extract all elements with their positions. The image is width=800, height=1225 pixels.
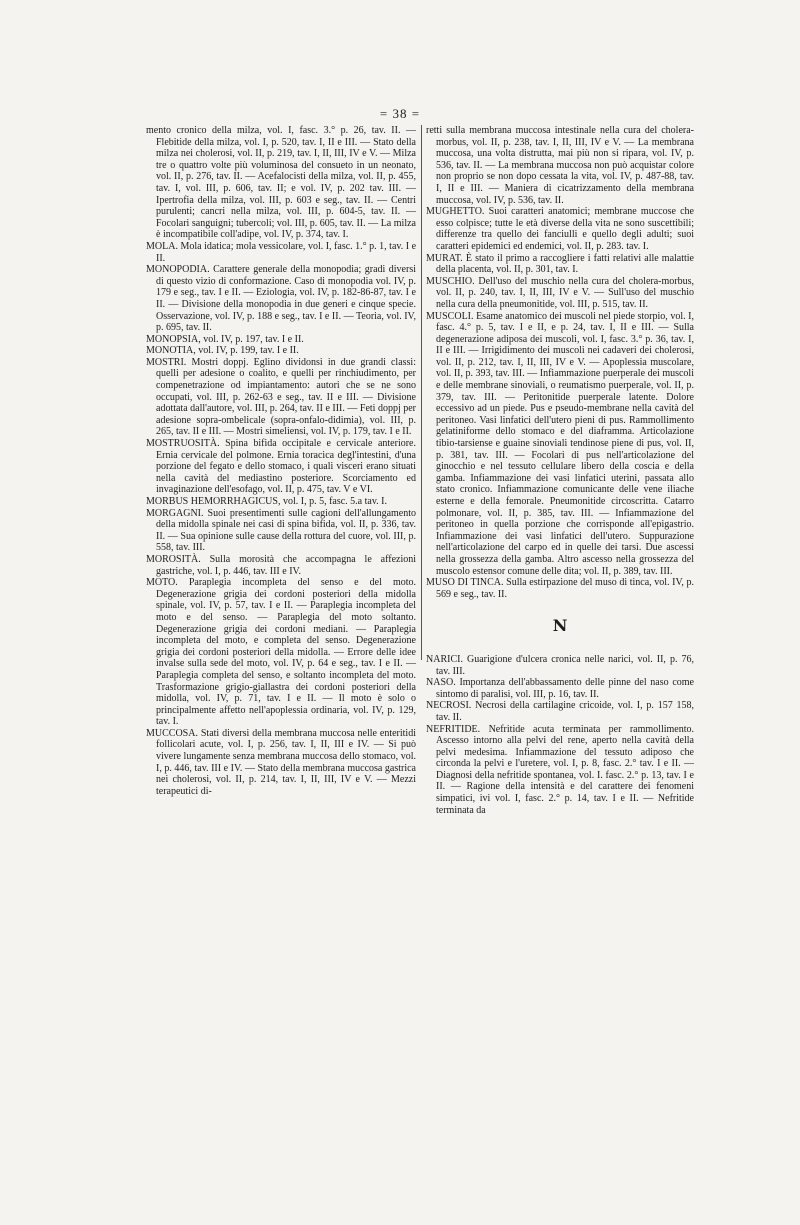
entry-text: Esame anatomico dei muscoli nel piede storpio, vol. I, fasc. 4.° p. 5, tav. I e II, e p. 24, tav. I, II e III. — Sulla degenerazione adiposa dei muscoli, vol. I, fasc. 3.° p. 36, tav. I, II e III. — Irrigidimento dei muscoli nei cadaveri dei cholerosi, vol. II, p. 212, tav. I, II, III, IV e V. — Apoplessia muscolare, vol. II, p. 393, tav. III. — Infiammazione puerperale dei muscoli e delle membrane sinoviali, o reumatismo puerperale, vol. II, p. 379, tav. III. — Peritonitide puerperale latente. Dolore eccessivo ad un piede. Pus e pseudo-membrane nella cavità del peritoneo. Vasi linfatici dell'utero pieni di pus. Rammollimento gelatiniforme dello stomaco e del diaframma. Articolazione tibio-tarsiense e guaine sinoviali tendinose piene di pus, vol. II, p. 381, tav. III. — Focolari di pus nell'articolazione del ginocchio e nel tessuto cellulare libero della coscia e della gamba. Infiammazione dei vasi linfatici uterini, passata allo stato cronico. Infiammazione comunicante delle vene iliache esterne e della femorale. Pneumonitide circoscritta. Catarro polmonare, vol. II, p. 385, tav. III. — Infiammazione del peritoneo in quella porzione che corrisponde all'epigastrio. Infiammazione dei vasi linfatici dell'utero. Suppurazione nell'articolazione del carpo ed in quelle dei tarsi. Due ascessi nella grossezza della gamba. Altro ascesso nella grossezza del muscolo estensor comune delle dita; vol. II, p. 389, tav. III.	[436, 310, 694, 577]
entry-text: vol. I, p. 5, fasc. 5.a tav. I.	[282, 496, 388, 507]
entry-text: Spina bifida occipitale e cervicale anteriore. Ernia cervicale del polmone. Ernia toracica degl'intestini, d'una porzione del fegato e dello stomaco, i quali visceri erano situati nella cavità del mediastino posteriore. Scorciamento ed invaginazione dell'esofago, vol. II, p. 475, tav. V e VI.	[156, 438, 416, 496]
entry-head: MONOPODIA.	[146, 264, 210, 276]
entry-head: NECROSI.	[426, 700, 472, 712]
index-entry	[146, 241, 416, 264]
index-entry	[426, 724, 694, 817]
entry-head: MOSTRI.	[146, 356, 187, 368]
entry-text: Dell'uso del muschio nella cura del cholera-morbus, vol. II, p. 240, tav. I, II, III, IV e V. — Sull'uso del muschio nella cura della pneumonitide, vol. III, p. 515, tav. II.	[436, 275, 694, 310]
section-letter: N	[552, 616, 568, 636]
index-entry	[146, 125, 416, 241]
page-number: = 38 =	[379, 106, 421, 121]
index-entry	[146, 334, 416, 346]
entry-text: È stato il primo a raccogliere i fatti relativi alle malattie della placenta, vol. II, p. 301, tav. I.	[436, 252, 694, 276]
column-divider	[421, 125, 422, 660]
index-entry	[146, 264, 416, 334]
entry-head: MONOTIA,	[146, 345, 196, 357]
entry-text: Sulla morosità che accompagna le affezioni gastriche, vol. I, p. 446, tav. III e IV.	[156, 553, 417, 577]
entry-head: MOTO.	[146, 577, 178, 589]
entry-text: Sulla estirpazione del muso di tinca, vol. IV, p. 569 e seg., tav. II.	[436, 577, 694, 600]
entry-head: MUSO DI TINCA.	[426, 577, 504, 589]
index-entry	[146, 728, 416, 798]
entry-head: NASO.	[426, 677, 456, 689]
index-entry	[426, 577, 694, 600]
index-entry	[146, 554, 416, 577]
entry-head: MORGAGNI.	[146, 507, 204, 519]
index-entry	[146, 496, 416, 508]
entry-head: MOSTRUOSITÀ.	[146, 438, 220, 450]
entry-head: MOLA.	[146, 240, 178, 252]
index-entry	[426, 276, 694, 311]
entry-head: MOROSITÀ.	[146, 553, 201, 565]
entry-text: Nefritide acuta terminata per rammollimento. Ascesso intorno alla pelvi del rene, aperto nella cavità della pelvi medesima. Infiammazione del tessuto adiposo che circonda la pelvi e l'uretere, vol. I, p. 8, fasc. 2.° tav. I e II. — Diagnosi della nefritide spontanea, vol. I. fasc. 2.° p. 13, tav. I e II. — Ragione della intensità e del carattere dei fenomeni simpatici, ivi vol. I, fasc. 2.° p. 14, tav. I e II. — Nefritide terminata da	[436, 723, 694, 816]
index-entry	[426, 206, 694, 252]
entry-text: Carattere generale della monopodia; gradi diversi di questo vizio di conformazione. Caso di monopodia vol. IV, p. 179 e seg., tav. I e II. — Eziologia, vol. IV, p. 182-86-87, tav. I e II. — Divisione della monopodia in due generi e cinque specie. Osservazione, vol. IV, p. 188 e seg., tav. I e II. — Teoria, vol. IV, p. 695, tav. II.	[156, 264, 416, 334]
right-column	[426, 125, 694, 816]
index-entry	[426, 311, 694, 578]
index-entry	[426, 253, 694, 276]
entry-text: Necrosi della cartilagine cricoide, vol. I, p. 157 158, tav. II.	[436, 700, 694, 723]
entry-text: vol. IV, p. 199, tav. I e II.	[198, 345, 299, 357]
index-entry	[426, 654, 694, 677]
entry-head: NEFRITIDE.	[426, 723, 481, 735]
index-entry	[426, 125, 694, 206]
index-entry	[146, 345, 416, 357]
entry-head: MURAT.	[426, 252, 463, 264]
entry-head: MUCCOSA.	[146, 727, 198, 739]
entry-text: Suoi presentimenti sulle cagioni dell'allungamento della midolla spinale nei casi di spina bifida, vol. II, p. 336, tav. II. — Sua opinione sulle cause della rottura del cuore, vol. III, p. 558, tav. III.	[156, 507, 416, 554]
entry-head: MUSCOLI.	[426, 310, 474, 322]
entry-text: Mostri doppj. Eglino dividonsi in due grandi classi: quelli per adesione o coalito, e quelli per rinchiudimento, per compenetrazione od impiantamento: autori che se ne sono occupati, vol. III, p. 262-63 e seg., tav. II e III. — Divisione adottata dall'autore, vol. III, p. 264, tav. II e III. — Feti doppj per adesione sopra-ombelicale (sopra-onfalo-didimia), vol. III, p. 265, tav. II e III. — Mostri simeliensi, vol. IV, p. 179, tav. I e II.	[156, 356, 416, 438]
index-entry	[146, 577, 416, 728]
index-entry	[426, 677, 694, 700]
entry-text: Stati diversi della membrana muccosa nelle enteritidi follicolari acute, vol. I, p. 256, tav. I, II, III e IV. — Si può vivere lungamente senza membrana muccosa dello stomaco, vol. I, p. 446, tav. III e IV. — Stato della membrana muccosa gastrica nei cholerosi, vol. II, p. 214, tav. I, II, III, IV e V. — Mezzi terapeutici di-	[156, 727, 416, 797]
index-entry	[146, 508, 416, 554]
entry-head: MUGHETTO.	[426, 206, 485, 218]
index-entry	[146, 357, 416, 438]
entry-head: MUSCHIO.	[426, 275, 475, 287]
entry-text: Guarigione d'ulcera cronica nelle narici, vol. II, p. 76, tav. III.	[436, 653, 694, 677]
entry-text: Paraplegia incompleta del senso e del moto. Degenerazione grigia dei cordoni posteriori della midolla spinale, vol. IV, p. 57, tav. I e II. — Paraplegia incompleta del moto e del senso. — Paraplegia del moto soltanto. Degenerazione grigia dei cordoni mediani. — Paraplegia incompleta del moto, e completa del senso. Degenerazione grigia dei cordoni posteriori della midolla. — Errore delle idee invalse sulla sede del moto, vol. IV, p. 64 e seg., tav. I e II. — Paraplegia completa del senso, e soltanto incompleta del moto. Trasformazione grigio-giallastra dei cordoni posteriori della midolla, vol. IV, p. 71, tav. I e II. — Il moto è solo o principalmente affetto nell'apoplessia ordinaria, vol. IV, p. 129, tav. I.	[156, 577, 417, 728]
entry-head: MORBUS HEMORRHAGICUS,	[146, 496, 281, 507]
entry-head: NARICI.	[426, 653, 463, 665]
entry-text: Importanza dell'abbassamento delle pinne del naso come sintomo di paralisi, vol. III, p. 16, tav. II.	[436, 677, 695, 700]
entry-text: vol. IV, p. 197, tav. I e II.	[203, 333, 304, 345]
index-entry	[426, 700, 694, 723]
entry-text: Mola idatica; mola vessicolare, vol. I, fasc. 1.° p. 1, tav. I e II.	[156, 240, 417, 264]
index-entry	[146, 438, 416, 496]
left-column	[146, 125, 416, 797]
entry-head: MONOPSIA,	[146, 333, 201, 345]
entry-text: retti sulla membrana muccosa intestinale nella cura del cholera-morbus, vol. II, p. 238, tav. I, II, III, IV e V. — La membrana muccosa, una volta distrutta, mai più non si ripara, vol. IV, p. 536, tav. II. — La membrana muccosa non può acquistar colore non proprio se non dopo cessata la vita, vol. IV, p. 487-88, tav. I, II e III. — Maniera di cicatrizzamento della membrana muccosa, vol. IV, p. 536, tav. II.	[426, 125, 694, 206]
entry-text: mento cronico della milza, vol. I, fasc. 3.° p. 26, tav. II. — Flebitide della milza, vol. I, p. 520, tav. I, II e III. — Stato della milza nei cholerosi, vol. II, p. 219, tav. I, II, III, IV e V. — Milza tre o quattro volte più voluminosa del consueto in un neonato, vol. II, p. 276, tav. II. — Acefalocisti della milza, vol. II, p. 455, tav. I, vol. III, p. 606, tav. II; e vol. IV, p. 202 tav. III. — Ipertrofia della milza, vol. III, p. 603 e seg., tav. II. — Centri purulenti; cancri nella milza, vol. III, p. 604-5, tav. II. — Focolari sanguigni; tubercoli; vol. III, p. 605, tav. II. — La milza è incompatibile coll'adipe, vol. IV, p. 374, tav. I.	[146, 125, 416, 241]
entry-text: Suoi caratteri anatomici; membrane muccose che esso colpisce; tutte le età diverse della vita ne sono suscettibili; differenze tra quello dei fanciulli e quello degli adulti; suoi caratteri epidemici ed endemici, vol. II, p. 283. tav. I.	[436, 206, 694, 252]
